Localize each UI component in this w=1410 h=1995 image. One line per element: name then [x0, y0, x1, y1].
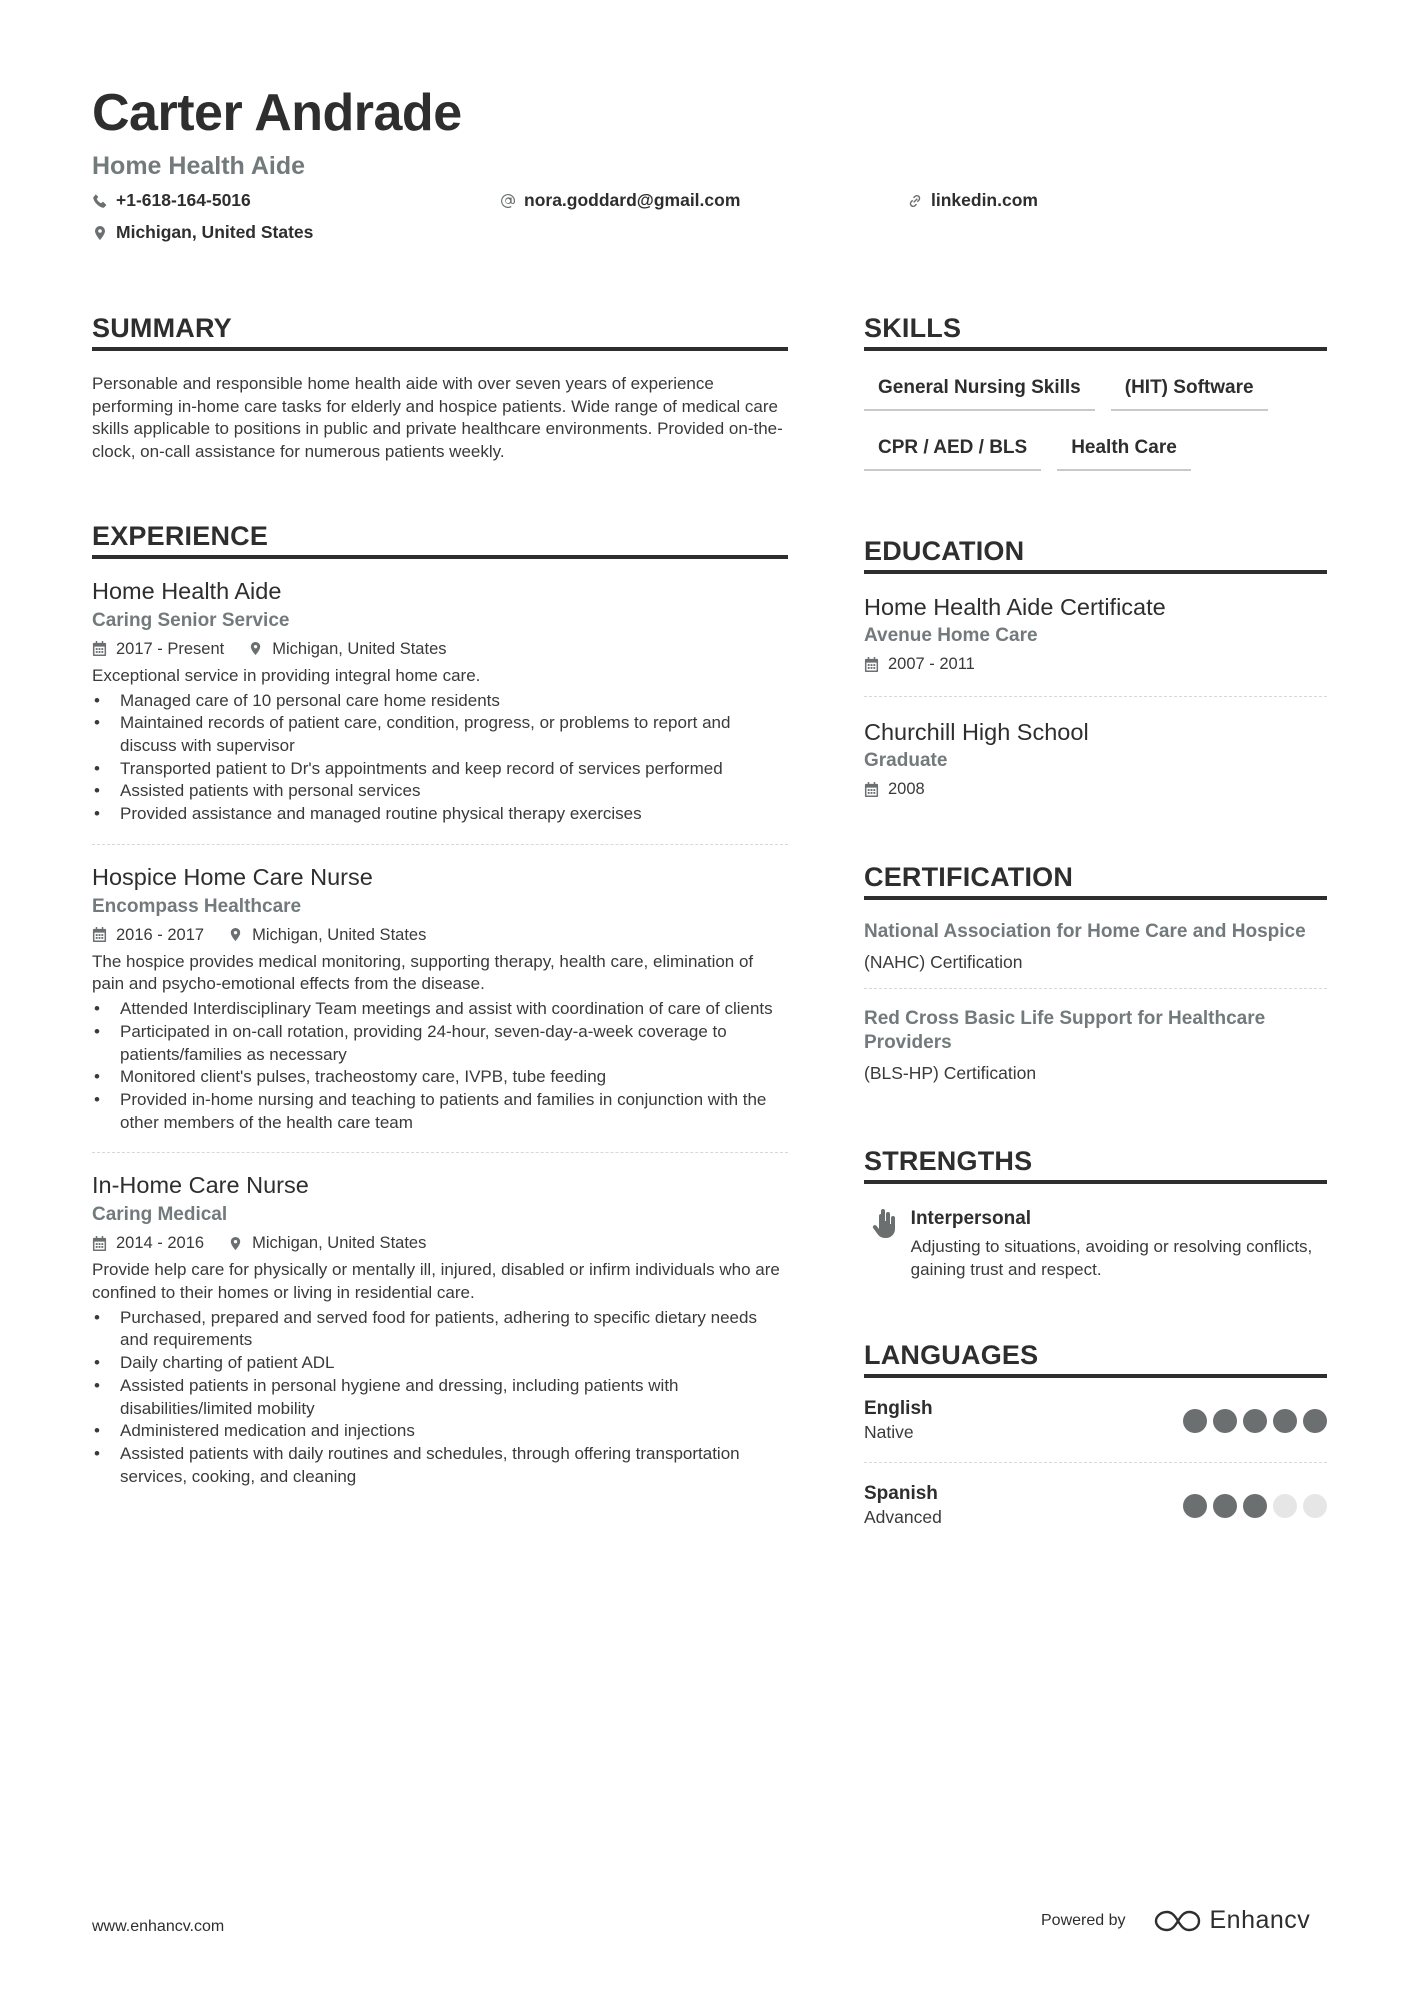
rating-dot-empty	[1303, 1494, 1327, 1518]
job-bullets	[92, 998, 788, 1134]
language-name: Spanish	[864, 1483, 938, 1505]
left-column	[92, 310, 788, 1528]
education-title: Churchill High School	[864, 719, 1089, 745]
language-rating	[1183, 1494, 1327, 1518]
language-entry	[864, 1378, 1327, 1462]
summary-text: Personable and responsible home health aide with over seven years of experience performing in-home care tasks for elderly and hospice patients. Wide range of medical care skills applicable to positions in public and private healthcare environments. Provided on-the-clock, on-call assistance for numerous patients weekly.	[92, 374, 783, 462]
language-level: Native	[864, 1422, 914, 1443]
education-heading: EDUCATION	[864, 533, 1327, 574]
strength-entry	[864, 1206, 1327, 1281]
job-meta	[92, 923, 788, 947]
contact-location	[92, 222, 313, 243]
job-bullet: • Daily charting of patient ADL	[92, 1352, 788, 1375]
strengths-section	[864, 1143, 1327, 1281]
job-bullets	[92, 1307, 788, 1489]
skills-heading: SKILLS	[864, 310, 1327, 351]
job-entry	[92, 844, 788, 1135]
languages-section	[864, 1337, 1327, 1547]
contact-info	[92, 190, 1322, 260]
contact-linkedin[interactable]	[907, 190, 1038, 211]
certification-title: Red Cross Basic Life Support for Healthcare Providers	[864, 1008, 1266, 1053]
job-dates: 2017 - Present	[116, 639, 225, 658]
location-pin-icon	[228, 1236, 243, 1251]
job-bullet: • Managed care of 10 personal care home residents	[92, 690, 788, 713]
job-bullet: • Assisted patients with personal services	[92, 780, 788, 803]
language-level: Advanced	[864, 1507, 942, 1528]
job-title: Home Health Aide	[92, 577, 282, 604]
job-bullet: • Transported patient to Dr's appointments and keep record of services performed	[92, 758, 788, 781]
enhancv-logo-icon	[1154, 1908, 1202, 1934]
education-title: Home Health Aide Certificate	[864, 594, 1166, 620]
job-meta	[92, 1231, 788, 1255]
job-dates: 2014 - 2016	[116, 1234, 205, 1253]
at-icon	[500, 193, 516, 209]
strengths-heading: STRENGTHS	[864, 1143, 1327, 1184]
education-school: Avenue Home Care	[864, 625, 1038, 646]
certification-title: National Association for Home Care and Hospice	[864, 921, 1306, 942]
contact-email[interactable]	[500, 190, 740, 211]
rating-dot-filled	[1213, 1409, 1237, 1433]
calendar-icon	[92, 1236, 107, 1251]
footer-branding	[1041, 1906, 1310, 1935]
strength-description: Adjusting to situations, avoiding or resolving conflicts, gaining trust and respect.	[910, 1237, 1313, 1279]
skill-tag: General Nursing Skills	[864, 375, 1095, 411]
calendar-icon	[92, 927, 107, 942]
education-entry	[864, 696, 1327, 821]
job-location: Michigan, United States	[272, 639, 447, 658]
education-entry	[864, 574, 1327, 696]
hand-icon	[870, 1206, 901, 1281]
certification-detail: (BLS-HP) Certification	[864, 1063, 1037, 1083]
job-company: Encompass Healthcare	[92, 895, 302, 917]
languages-heading: LANGUAGES	[864, 1337, 1327, 1378]
skill-tag: (HIT) Software	[1111, 375, 1268, 411]
job-bullet: • Attended Interdisciplinary Team meetings and assist with coordination of care of clients	[92, 998, 788, 1021]
job-title: Hospice Home Care Nurse	[92, 863, 373, 890]
certification-section	[864, 859, 1327, 1099]
job-bullet: • Administered medication and injections	[92, 1420, 788, 1443]
job-description: Provide help care for physically or mentally ill, injured, disabled or infirm individuals who are confined to their homes or living in residential care.	[92, 1260, 780, 1303]
job-bullet: • Purchased, prepared and served food for patients, adhering to specific dietary needs and requirements	[92, 1307, 788, 1352]
enhancv-logo[interactable]	[1154, 1906, 1311, 1935]
job-description: The hospice provides medical monitoring, supporting therapy, health care, elimination of pain and psycho-emotional effects from the disease.	[92, 951, 754, 994]
experience-heading: EXPERIENCE	[92, 518, 788, 559]
job-bullet: • Provided in-home nursing and teaching to patients and families in conjunction with the other members of the health care team	[92, 1089, 788, 1134]
rating-dot-empty	[1273, 1494, 1297, 1518]
strength-title: Interpersonal	[910, 1208, 1032, 1229]
job-bullet: • Provided assistance and managed routine physical therapy exercises	[92, 803, 788, 826]
job-dates: 2016 - 2017	[116, 925, 205, 944]
language-name: English	[864, 1398, 933, 1420]
location-text: Michigan, United States	[116, 222, 314, 242]
education-meta	[864, 777, 1327, 801]
linkedin-text: linkedin.com	[931, 190, 1038, 210]
job-bullet: • Maintained records of patient care, condition, progress, or problems to report and discuss with supervisor	[92, 712, 788, 757]
job-meta	[92, 637, 788, 661]
contact-phone[interactable]	[92, 190, 251, 211]
job-bullet: • Participated in on-call rotation, providing 24-hour, seven-day-a-week coverage to patients/families as necessary	[92, 1021, 788, 1066]
job-company: Caring Senior Service	[92, 609, 290, 631]
right-column	[864, 310, 1327, 1587]
brand-name: Enhancv	[1209, 1906, 1311, 1934]
education-dates: 2007 - 2011	[888, 655, 975, 673]
education-school: Graduate	[864, 750, 948, 771]
education-meta	[864, 652, 1327, 676]
job-entry	[92, 1152, 788, 1488]
certification-detail: (NAHC) Certification	[864, 952, 1023, 972]
job-title: In-Home Care Nurse	[92, 1172, 309, 1199]
skills-list	[864, 375, 1327, 471]
phone-icon	[92, 193, 108, 209]
summary-heading: SUMMARY	[92, 310, 788, 351]
summary-section	[92, 310, 788, 464]
certification-entry	[864, 900, 1327, 988]
link-icon	[907, 193, 923, 209]
email-text: nora.goddard@gmail.com	[524, 190, 741, 210]
rating-dot-filled	[1243, 1494, 1267, 1518]
footer-website[interactable]: www.enhancv.com	[92, 1918, 225, 1935]
job-location: Michigan, United States	[252, 1234, 427, 1253]
rating-dot-filled	[1273, 1409, 1297, 1433]
certification-heading: CERTIFICATION	[864, 859, 1327, 900]
language-rating	[1183, 1409, 1327, 1433]
candidate-name: Carter Andrade	[92, 84, 462, 142]
education-dates: 2008	[888, 780, 925, 798]
location-pin-icon	[92, 225, 108, 241]
job-bullets	[92, 690, 788, 826]
education-section	[864, 533, 1327, 821]
rating-dot-filled	[1183, 1409, 1207, 1433]
skill-tag: Health Care	[1057, 435, 1191, 471]
skill-tag: CPR / AED / BLS	[864, 435, 1041, 471]
rating-dot-filled	[1243, 1409, 1267, 1433]
calendar-icon	[92, 641, 107, 656]
rating-dot-filled	[1303, 1409, 1327, 1433]
powered-by-label: Powered by	[1041, 1911, 1126, 1929]
job-description: Exceptional service in providing integral home care.	[92, 665, 481, 685]
phone-text: +1-618-164-5016	[116, 190, 251, 210]
job-bullet: • Monitored client's pulses, tracheostomy care, IVPB, tube feeding	[92, 1066, 788, 1089]
calendar-icon	[864, 657, 879, 672]
resume-header	[92, 78, 1322, 260]
certification-entry	[864, 988, 1327, 1099]
location-pin-icon	[248, 641, 263, 656]
job-location: Michigan, United States	[252, 925, 427, 944]
experience-section	[92, 518, 788, 1489]
job-company: Caring Medical	[92, 1204, 228, 1226]
job-bullet: • Assisted patients in personal hygiene and dressing, including patients with disabilities/limited mobility	[92, 1375, 788, 1420]
location-pin-icon	[228, 927, 243, 942]
rating-dot-filled	[1183, 1494, 1207, 1518]
language-entry	[864, 1462, 1327, 1547]
job-entry	[92, 575, 788, 826]
calendar-icon	[864, 782, 879, 797]
skills-section	[864, 310, 1327, 471]
rating-dot-filled	[1213, 1494, 1237, 1518]
candidate-title: Home Health Aide	[92, 152, 306, 180]
job-bullet: • Assisted patients with daily routines and schedules, through offering transportation services, cooking, and cleaning	[92, 1443, 788, 1488]
